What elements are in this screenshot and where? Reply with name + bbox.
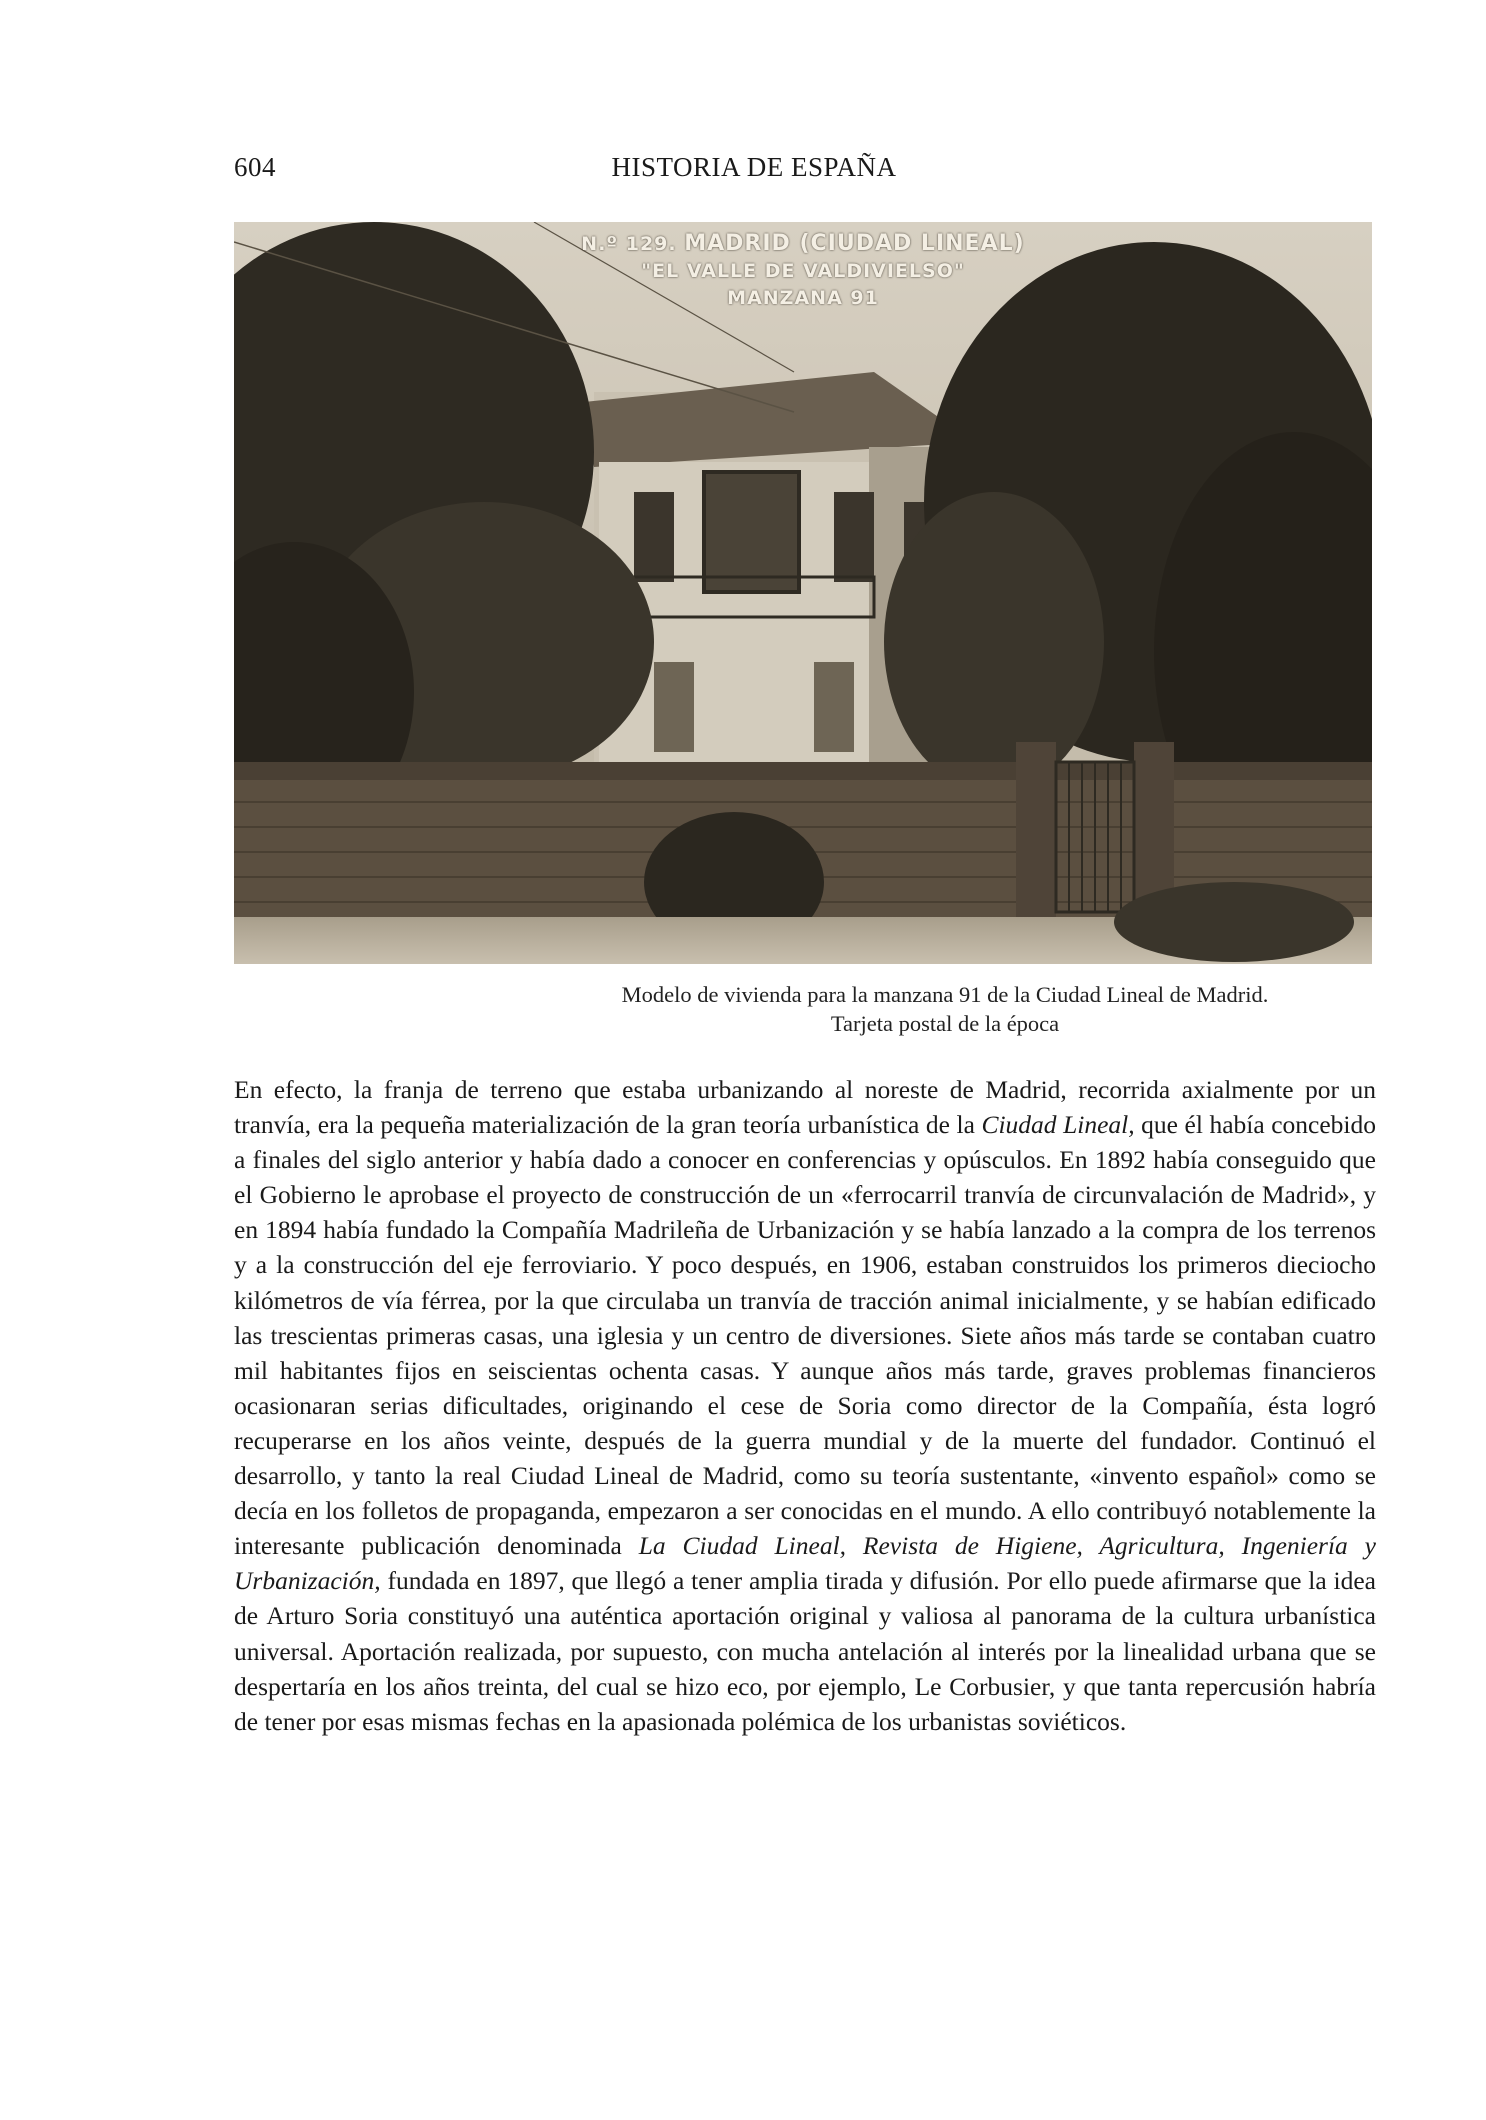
postcard-title: MADRID (CIUDAD LINEAL): [684, 231, 1025, 256]
running-title: HISTORIA DE ESPAÑA: [611, 152, 897, 182]
page-number: 604: [234, 152, 276, 182]
running-head: [234, 152, 1274, 188]
caption-line-1: Modelo de vivienda para la manzana 91 de la Ciudad Lineal de Madrid.: [621, 982, 1269, 1007]
postcard-photo: [234, 222, 1372, 964]
body-text-3: fundada en 1897, que llegó a tener amplia tirada y difusión. Por ello puede afirmarse que la idea de Arturo Soria constituyó una auténtica aportación original y valiosa al panorama de la cultura urbanística universal. Aportación realizada, por supuesto, con mucha antelación al interés por la linealidad urbana que se despertaría en los años treinta, del cual se hizo eco, por ejemplo, Le Corbusier, y que tanta repercusión habría de tener por esas mismas fechas en la apasionada polémica de los urbanistas soviéticos.: [234, 1566, 1376, 1736]
postcard-subtitle: "EL VALLE DE VALDIVIELSO": [641, 260, 965, 282]
postcard-block: MANZANA 91: [727, 287, 879, 309]
caption-line-2: Tarjeta postal de la época: [830, 1011, 1060, 1036]
body-text-2: que él había concebido a finales del siglo anterior y había dado a conocer en conferencias y opúsculos. En 1892 había conseguido que el Gobierno le aprobase el proyecto de construcción de un «ferrocarril tranvía de circunvalación de Madrid», y en 1894 había fundado la Compañía Madrileña de Urbanización y se había lanzado a la compra de los terrenos y a la construcción del eje ferroviario. Y poco después, en 1906, estaban construidos los primeros dieciocho kilómetros de vía férrea, por la que circulaba un tranvía de tracción animal inicialmente, y se habían edificado las trescientas primeras casas, una iglesia y un centro de diversiones. Siete años más tarde se contaban cuatro mil habitantes fijos en seiscientas ochenta casas. Y aunque años más tarde, graves problemas financieros ocasionaran serias dificultades, originando el cese de Soria como director de la Compañía, ésta logró recuperarse en los años veinte, después de la guerra mundial y de la muerte del fundador. Continuó el desarrollo, y tanto la real Ciudad Lineal de Madrid, como su teoría sustentante, «invento español» como se decía en los folletos de propaganda, empezaron a ser conocidas en el mundo. A ello contribuyó notablemente la interesante publicación denominada: [234, 1110, 1377, 1561]
body-text-1: En efecto, la franja de terreno que estaba urbanizando al noreste de Madrid, recorrida axialmente por un tranvía, era la pequeña materialización de la gran teoría urbanística de la: [234, 1075, 1376, 1140]
body-paragraph: [234, 1072, 1376, 1739]
postcard-number: N.º 129.: [581, 233, 677, 255]
postcard-caption: [234, 230, 1372, 312]
body-italic-1: Ciudad Lineal,: [981, 1110, 1135, 1140]
body-italic-2: La Ciudad Lineal, Revista de Higiene, Agricultura, Ingeniería y Urbanización,: [234, 1531, 1376, 1596]
postcard-illustration: [234, 222, 1372, 964]
figure-caption: [520, 980, 1370, 1038]
